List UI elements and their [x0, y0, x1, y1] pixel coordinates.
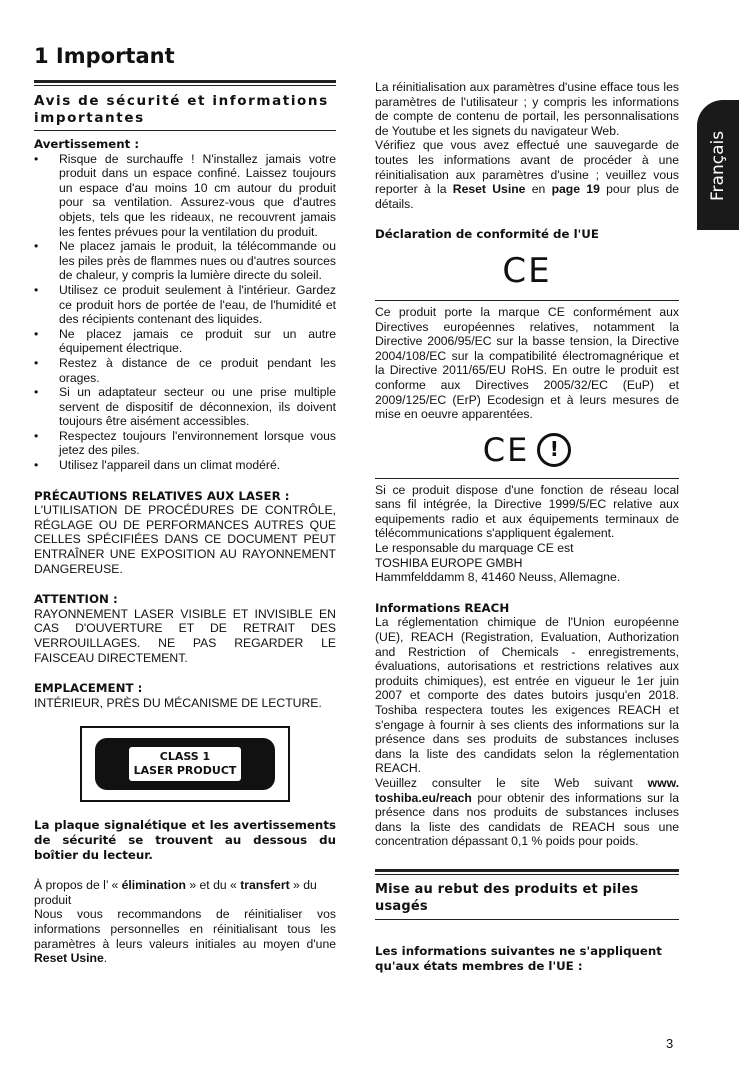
emplacement-title: EMPLACEMENT :: [34, 681, 143, 696]
laser-label-line2: LASER PRODUCT: [133, 764, 237, 778]
warning-item: • Utilisez ce produit seulement à l'intérieur. Gardez ce produit hors de portée de l'eau, de l'humidité et des récipients contenant des liquides.: [34, 283, 336, 327]
laser-class-label: [80, 726, 290, 802]
plaque-text: La plaque signalétique et les avertissements de sécurité se trouvent au dessous du boîtier du lecteur.: [34, 818, 336, 862]
safety-heading: Avis de sécurité et informations importantes: [34, 93, 329, 126]
warning-item: • Utilisez l'appareil dans un climat modéré.: [34, 458, 336, 473]
eu-only-text: Les informations suivantes ne s'appliquent qu'aux états membres de l'UE :: [375, 943, 662, 973]
right-column: [375, 80, 679, 973]
page-title: 1 Important: [34, 44, 175, 68]
ce-mark-icon: CE: [502, 250, 552, 291]
emplacement-text: INTÉRIEUR, PRÈS DU MÉCANISME DE LECTURE.: [34, 695, 322, 710]
warning-item: • Risque de surchauffe ! N'installez jamais votre produit dans un espace confiné. Laissez toujours un espace d'au moins 10 cm autour du produit pour sa ventilation. Assurez-vous que d'autres objets, tels que les rideaux, ne recouvrent jamais les fentes prévues pour la ventilation du produit.: [34, 152, 336, 240]
warning-title: Avertissement :: [34, 137, 140, 151]
responsible-line1: Le responsable du marquage CE est: [375, 541, 574, 556]
ce-mark: [375, 252, 679, 290]
page-number: 3: [666, 1036, 674, 1051]
reset-paragraph: La réinitialisation aux paramètres d'usine efface tous les paramètres de l'utilisateur ; y compris les informations de compte de contenu de portail, les personnalisations de Youtube et les signets du navigateur Web.: [375, 80, 679, 138]
laser-text: L'UTILISATION DE PROCÉDURES DE CONTRÔLE, RÉGLAGE OU DE PERFORMANCES AUTRES QUE CELLES SPÉCIFIÉES DANS CE DOCUMENT PEUT ENTRAÎNER UNE EXPOSITION AU RAYONNEMENT DANGEREUSE.: [34, 503, 336, 576]
warning-item: • Ne placez jamais le produit, la télécommande ou les piles près de flammes nues ou d'autres sources de chaleur, y compris la lumière directe du soleil.: [34, 239, 336, 283]
warning-item: • Ne placez jamais ce produit sur un autre équipement électrique.: [34, 327, 336, 356]
responsible-line2: TOSHIBA EUROPE GMBH: [375, 555, 523, 570]
reach-text: La réglementation chimique de l'Union européenne (UE), REACH (Registration, Evaluation, Authorization and Restriction of Chemicals - enregistrements, évaluations, autorisations et restrictions relatives aux produits chimiques), est entrée en vigueur le 1er juin 2007 et comporte des dates butoirs jusqu'en 2018. Toshiba respectera toutes les exigences REACH et s'engage à fournir à ses clients des informations sur la présence dans ses produits de substances incluses dans la liste des candidats selon la réglementation REACH.: [375, 615, 679, 776]
warning-item: • Si un adaptateur secteur ou une prise multiple servent de dispositif de déconnexion, ils doivent toujours être aisément accessibles.: [34, 385, 336, 429]
elimination-text: À propos de l’ « élimination » et du « transfert » du produit: [34, 878, 317, 907]
alert-icon: !: [537, 433, 571, 467]
ce-mark-icon: CE: [482, 430, 530, 469]
warning-list: [34, 152, 336, 473]
elimination-word: élimination: [121, 878, 186, 893]
responsible-line3: Hammfelddamm 8, 41460 Neuss, Allemagne.: [375, 570, 621, 585]
reach-title: Informations REACH: [375, 600, 510, 615]
disposal-heading: Mise au rebut des produits et piles usagés: [375, 881, 639, 914]
attention-title: ATTENTION :: [34, 592, 118, 607]
left-column: [34, 80, 336, 966]
ce-alert-mark: [375, 432, 679, 468]
backup-bold-reset: Reset Usine: [452, 182, 526, 197]
warning-item: • Respectez toujours l'environnement lorsque vous jetez des piles.: [34, 429, 336, 458]
backup-bold-page: page 19: [551, 182, 600, 197]
wireless-text: Si ce produit dispose d'une fonction de réseau local sans fil intégrée, la Directive 1999/5/EC relative aux equipements radio et aux équipements terminaux de télécommunications s'appliquent également.: [375, 482, 679, 541]
attention-text: RAYONNEMENT LASER VISIBLE ET INVISIBLE EN CAS D'OUVERTURE ET DE RETRAIT DES VERROUILLAGES. NE PAS REGARDER LE FAISCEAU DIRECTEMENT.: [34, 606, 336, 665]
backup-paragraph: Vérifiez que vous avez effectué une sauvegarde de toutes les informations avant de procéder à une réinitialisation aux paramètres d'usine ; veuillez vous reporter à la Reset Usine en page 19 pour plus de détails.: [375, 138, 679, 211]
transfer-word: transfert: [240, 878, 290, 893]
laser-label-line1: CLASS 1: [159, 750, 211, 764]
reach-web-text: Veuillez consulter le site Web suivant www. toshiba.eu/reach pour obtenir des informations sur la présence dans nos produits de substances incluses dans la liste des candidats de REACH sous une concentration dépassant 0,1 % poids pour poids.: [375, 775, 679, 849]
warning-item: • Restez à distance de ce produit pendant les orages.: [34, 356, 336, 385]
language-tab-label: Français: [708, 130, 728, 202]
ce-text: Ce produit porte la marque CE conformément aux Directives européennes relatives, notamment la Directive 2006/95/EC sur la basse tension, la Directive 2004/108/EC sur la compatibilité électromagnérique et la Directive 2011/65/EU RoHS. En outre le produit est conforme aux Directives 2005/32/EC (EuP) et 2009/125/EC (ErP) Ecodesign et à leurs mesures de mise en oeuvre apparentées.: [375, 304, 679, 422]
conformity-title: Déclaration de conformité de l'UE: [375, 227, 599, 242]
laser-title: PRÉCAUTIONS RELATIVES AUX LASER :: [34, 488, 290, 503]
reset-text: Nous vous recommandons de réinitialiser vos informations personnelles en réinitialisant tous les paramètres à leurs valeurs initiales au moyen d'une Reset Usine.: [34, 907, 336, 966]
reach-link[interactable]: www. toshiba.eu/reach: [375, 775, 679, 805]
reset-bold: Reset Usine: [34, 951, 104, 966]
